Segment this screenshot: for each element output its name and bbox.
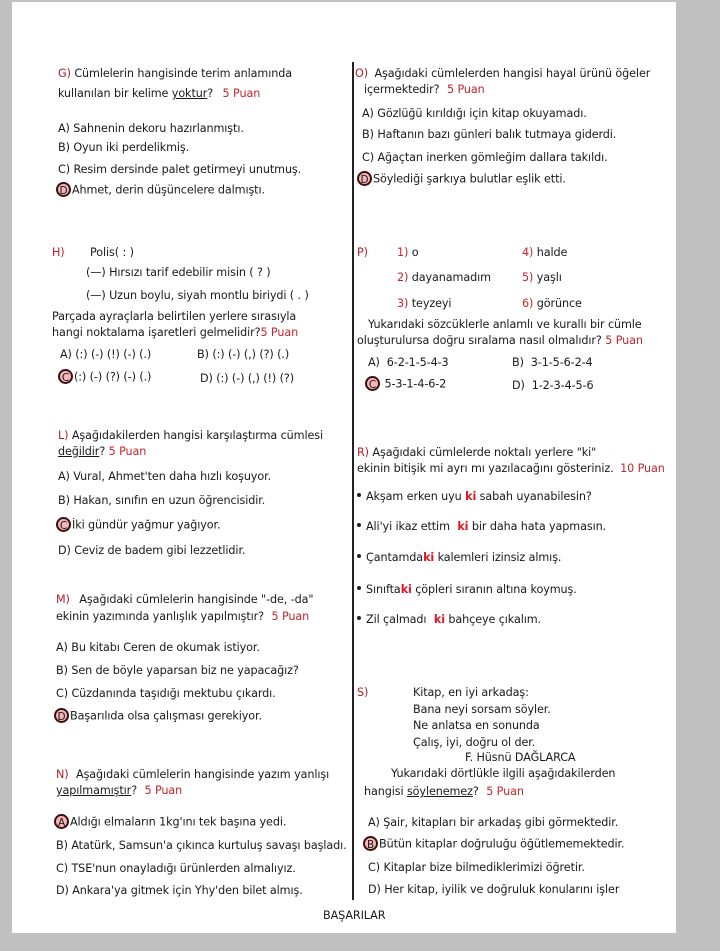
text: B) [512,356,524,369]
text: D) [368,883,381,896]
text: Hırsızı tarif edebilir misin ( ? ) [109,266,271,279]
option-g-c[interactable] [58,163,301,177]
text: 5-3-1-4-6-2 [384,377,447,391]
text: B) [362,128,374,141]
points-badge: 5 Puan [144,784,183,797]
question-p-label: P) [357,246,368,259]
poem-line-2: Bana neyi sorsam söyler. [413,703,551,716]
text: H) [52,246,65,259]
points-badge: 5 Puan [486,785,524,798]
text: B) [58,141,70,154]
word-2 [397,271,491,285]
text: 4) [522,246,534,259]
question-o-line2 [364,83,485,97]
option-h-a[interactable] [60,348,151,362]
column-divider [352,62,354,900]
word-3 [397,297,451,311]
question-s-label: S) [357,686,369,699]
ki-item-1 [357,490,592,504]
text: G) [58,67,71,80]
bullet-icon [357,586,361,590]
text: Kitaplar bize bilmediklerimizi öğretir. [383,861,585,874]
question-p-line2 [357,334,643,348]
text: (:) (-) (?) (-) (.) [74,370,152,384]
text: Aşağıdaki cümlelerin hangisinde yazım yanlışı [76,768,330,781]
points-badge: 5 Puan [447,83,485,96]
text: D) [56,884,69,897]
poem-line-4: Çalış, iyi, doğru ol der. [413,736,536,749]
text: O) [355,67,368,80]
word-1 [397,246,419,260]
text: ki [433,613,445,626]
text: 3-1-5-6-2-4 [530,356,593,369]
question-n-line2 [56,784,182,798]
text: ekinin bitişik mi ayrı mı yazılacağını gösteriniz. [357,462,614,475]
text: A) [58,470,70,483]
option-m-b[interactable] [56,664,299,678]
text: Söylediği şarkıya bulutlar eşlik etti. [373,172,566,186]
text: 1-2-3-4-5-6 [531,379,594,392]
text: hangisi [364,785,407,798]
option-n-c[interactable] [56,862,296,876]
ki-item-4 [357,583,577,597]
question-s-line1: Yukarıdaki dörtlükle ilgili aşağıdakilerden [391,767,616,780]
answer-circle-mark: C [56,517,71,532]
text: halde [536,246,568,259]
ki-item-3 [357,551,561,565]
ki-item-2 [357,520,606,534]
text: yaşlı [536,271,562,284]
text: Bu kitabı Ceren de okumak istiyor. [71,641,260,654]
text: A) [60,348,72,361]
option-n-a-selected[interactable] [54,815,286,830]
text: Başarılıda olsa çalışması gerekiyor. [70,709,262,723]
text: C) [362,151,374,164]
text: Ali'yi ikaz ettim [366,520,454,533]
text: Cümlelerin hangisinde terim anlamında [74,67,292,80]
word-5 [522,271,562,285]
text: C) [56,687,68,700]
option-s-d[interactable] [368,883,619,897]
text: sabah uyanabilesin? [476,490,592,503]
answer-circle-mark: D [56,182,71,197]
poem-line-3: Ne anlatsa en sonunda [413,719,540,732]
text: Ankara'ya gitmek için Yhy'den bilet almış. [72,884,303,897]
text: 3) [397,297,409,310]
points-badge: 5 Puan [222,87,261,100]
text: ? [472,785,479,798]
option-g-a[interactable] [58,122,244,136]
text: Atatürk, Samsun'a çıkınca kurtuluş savaşı başladı. [71,839,347,852]
text: görünce [536,297,582,310]
text: M) [56,593,70,606]
text: kullanılan bir kelime [58,87,172,100]
text: Ağaçtan inerken gömleğim dallara takıldı. [377,151,608,164]
option-n-b[interactable] [56,839,347,853]
text: C) [368,861,380,874]
answer-circle-mark: B [363,836,378,851]
text: (—) [86,289,106,302]
text: kalemleri izinsiz almış. [434,551,562,564]
option-o-a[interactable] [362,107,587,121]
question-h-line0 [52,246,134,260]
option-m-d-selected[interactable] [54,709,262,724]
text: TSE'nun onayladığı ürünlerden almalıyız. [71,862,296,875]
ki-item-5 [357,613,541,627]
text: D) [200,372,213,385]
text: ? [99,445,106,458]
word-6 [522,297,582,311]
text: teyzeyi [411,297,452,310]
option-s-b-selected[interactable] [363,837,625,852]
text: Zil çalmadı [366,613,430,626]
text: 5) [522,271,534,284]
answer-circle-mark: D [54,708,69,723]
answer-circle-mark: A [54,814,69,829]
text: hangi noktalama işaretleri gelmelidir? [52,326,261,339]
option-m-a[interactable] [56,641,260,655]
bullet-icon [357,616,361,620]
question-n-line1 [56,768,329,782]
text: Vural, Ahmet'ten daha hızlı koşuyor. [73,470,271,483]
text: Gözlüğü kırıldığı için kitap okuyamadı. [377,107,587,120]
poem-line-1: Kitap, en iyi arkadaş: [413,686,529,699]
poem-author: F. Hüsnü DAĞLARCA [465,751,576,764]
text: bir daha hata yapmasın. [468,520,607,533]
text: Aldığı elmaların 1kg'ını tek başına yedi. [70,815,287,829]
text: B) [197,348,209,361]
text: Bütün kitaplar doğruluğu öğütlememektedir. [379,837,625,851]
option-g-d-selected[interactable] [56,183,265,198]
text: 2) [397,271,409,284]
option-l-c-selected[interactable] [56,518,220,533]
question-l-line2 [58,445,146,459]
text: D) [512,379,525,392]
answer-circle-mark: C [58,369,73,384]
text: ki [465,490,477,503]
text: ekinin yazımında yanlışlık yapılmıştır? [56,610,265,623]
text: yoktur [171,87,208,100]
bullet-icon [357,523,361,527]
points-badge: 10 Puan [620,462,665,475]
option-o-c[interactable] [362,151,608,165]
question-m-line1 [56,593,313,607]
text: C) [58,163,70,176]
option-h-b[interactable] [197,348,289,362]
question-l-line1 [58,429,323,443]
text: B) [58,494,70,507]
text: yapılmamıştır [56,784,132,797]
text: Uzun boylu, siyah montlu biriydi ( . ) [109,289,309,302]
text: Sahnenin dekoru hazırlanmıştı. [73,122,244,135]
text: C) [56,862,68,875]
option-p-a[interactable] [368,356,449,370]
text: değildir [58,445,100,458]
text: oluşturulursa doğru sıralama nasıl olmalıdır? [357,334,602,347]
option-m-c[interactable] [56,687,276,701]
text: dayanamadım [411,271,491,284]
text: ki [457,520,469,533]
question-h-dialog2 [86,289,309,303]
question-g-line1 [58,67,292,81]
text: Aşağıdaki cümlelerden hangisi hayal ürünü öğeler [374,67,651,80]
text: Aşağıdaki cümlelerde noktalı yerlere "ki" [372,446,597,459]
text: içermektedir? [364,83,440,96]
option-l-a[interactable] [58,470,271,484]
answer-circle-mark: C [365,376,380,391]
option-h-d[interactable] [200,372,294,386]
text: B) [56,664,68,677]
option-n-d[interactable] [56,884,303,898]
option-h-c-selected[interactable] [58,370,151,385]
question-h-text2 [52,326,298,340]
option-l-d[interactable] [58,544,245,558]
text: ? [207,87,214,100]
points-badge: 5 Puan [605,334,643,347]
question-o-line1 [355,67,650,81]
option-o-b[interactable] [362,128,616,142]
text: Hakan, sınıfın en uzun öğrencisidir. [73,494,266,507]
text: (:) (-) (,) (?) (.) [212,348,290,361]
points-badge: 5 Puan [108,445,147,458]
text: ki [400,583,412,596]
text: (—) [86,266,106,279]
text: Ceviz de badem gibi lezzetlidir. [74,544,246,557]
text: İki gündür yağmur yağıyor. [72,518,221,532]
text: bahçeye çıkalım. [444,613,542,626]
text: Her kitap, iyilik ve doğruluk konularını işler [384,883,620,896]
text: Haftanın bazı günleri balık tutmaya giderdi. [377,128,617,141]
text: ki [423,551,435,564]
text: Çantamda [366,551,424,564]
text: Cüzdanında taşıdığı mektubu çıkardı. [71,687,276,700]
text: Ahmet, derin düşüncelere dalmıştı. [72,183,265,197]
text: (:) (-) (,) (!) (?) [216,372,295,385]
bullet-icon [357,554,361,558]
text: A) [58,122,70,135]
bullet-icon [357,493,361,497]
question-h-dialog1 [86,266,271,280]
word-4 [522,246,567,260]
text: Aşağıdaki cümlelerin hangisinde "-de, -da" [79,593,314,606]
text: Polis( : ) [90,246,134,259]
points-badge: 5 Puan [271,610,310,623]
text: D) [58,544,71,557]
text: 6-2-1-5-4-3 [386,356,449,369]
footer-text: BAŞARILAR [323,909,386,922]
text: söylenemez [406,785,473,798]
text: (:) (-) (!) (-) (.) [75,348,152,361]
text: Aşağıdakilerden hangisi karşılaştırma cümlesi [71,429,323,442]
question-s-line2 [364,785,524,799]
text: B) [56,839,68,852]
option-o-d-selected[interactable] [357,172,566,187]
option-s-c[interactable] [368,861,585,875]
text: Sen de böyle yaparsan biz ne yapacağız? [71,664,299,677]
option-l-b[interactable] [58,494,265,508]
question-p-line1: Yukarıdaki sözcüklerle anlamlı ve kurallı bir cümle [368,318,642,331]
text: L) [58,429,69,442]
points-badge: 5 Puan [260,326,299,339]
text: ? [131,784,138,797]
option-p-b[interactable] [512,356,593,370]
question-h-text1: Parçada ayraçlarla belirtilen yerlere sırasıyla [52,310,297,323]
text: Akşam erken uyu [366,490,466,503]
text: A) [368,356,380,369]
text: N) [56,768,69,781]
answer-circle-mark: D [357,171,372,186]
text: o [411,246,419,259]
text: A) [56,641,68,654]
text: A) [368,816,380,829]
option-p-d[interactable] [512,379,594,393]
text: Resim dersinde palet getirmeyi unutmuş. [73,163,302,176]
question-r-line2 [357,462,665,476]
text: 6) [522,297,534,310]
text: R) [357,446,369,459]
text: A) [362,107,374,120]
question-m-line2 [56,610,309,624]
option-s-a[interactable] [368,816,618,830]
text: 1) [397,246,409,259]
option-p-c-selected[interactable] [365,377,446,392]
text: çöpleri sıranın altına koymuş. [411,583,577,596]
text: Oyun iki perdelikmiş. [73,141,190,154]
option-g-b[interactable] [58,141,189,155]
question-g-line2 [58,87,260,101]
question-r-line1 [357,446,596,460]
text: Şair, kitapları bir arkadaş gibi görmektedir. [383,816,619,829]
text: Sınıfta [366,583,401,596]
